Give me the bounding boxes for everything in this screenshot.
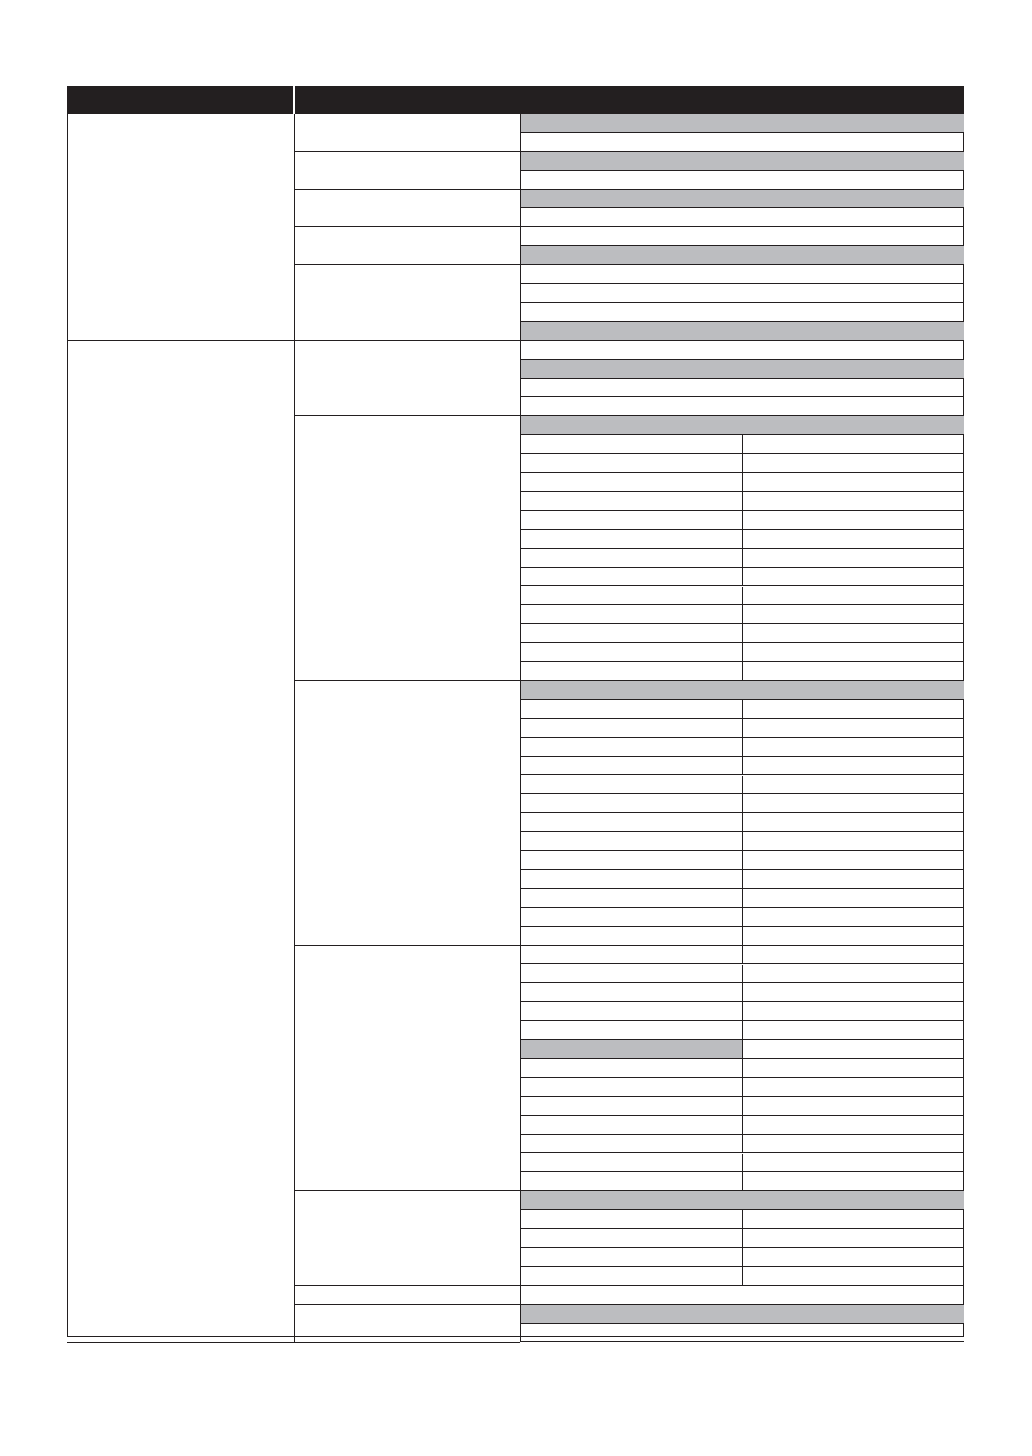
table-cell	[520, 965, 742, 984]
table-row	[520, 1286, 964, 1305]
table-cell	[743, 870, 964, 889]
table-cell	[520, 605, 742, 624]
table-cell	[743, 1002, 964, 1021]
column-divider	[742, 1267, 743, 1286]
table-cell	[743, 700, 964, 719]
column-divider	[742, 700, 743, 719]
table-row	[520, 398, 964, 417]
column-divider	[742, 1248, 743, 1267]
table-cell	[520, 624, 742, 643]
column-divider	[742, 889, 743, 908]
table-cell	[743, 435, 964, 454]
table-cell	[743, 889, 964, 908]
table-cell	[520, 870, 742, 889]
column-divider	[742, 1040, 743, 1059]
table-row	[520, 416, 964, 435]
group-label	[295, 681, 520, 946]
group-divider	[294, 1342, 520, 1343]
table-cell	[743, 1078, 964, 1097]
table-cell	[743, 1248, 964, 1267]
column-divider	[742, 757, 743, 776]
group-label	[295, 1191, 520, 1286]
table-cell	[520, 511, 742, 530]
column-divider	[742, 1135, 743, 1154]
table-cell	[520, 738, 742, 757]
table-cell	[743, 1040, 964, 1059]
table-row	[520, 303, 964, 322]
table-row	[520, 171, 964, 190]
table-cell	[520, 1154, 742, 1173]
table-cell	[520, 719, 742, 738]
column-divider	[742, 1172, 743, 1191]
table-cell	[743, 587, 964, 606]
table-row	[520, 152, 964, 171]
table-cell	[520, 587, 742, 606]
table-cell	[743, 568, 964, 587]
column-divider	[520, 227, 521, 265]
column-divider	[742, 435, 743, 454]
table-cell	[743, 908, 964, 927]
column-divider	[742, 1097, 743, 1116]
table-cell	[520, 1210, 742, 1229]
group-label	[295, 1286, 520, 1305]
table-cell	[743, 1135, 964, 1154]
column-divider	[520, 152, 521, 190]
table-cell	[520, 927, 742, 946]
section-label	[68, 341, 294, 1343]
table-cell	[520, 530, 742, 549]
table-row	[520, 341, 964, 360]
table-cell	[743, 454, 964, 473]
table-row	[520, 379, 964, 398]
table-cell	[520, 1002, 742, 1021]
table-cell	[520, 662, 742, 681]
table-cell	[743, 946, 964, 965]
group-label	[295, 416, 520, 681]
table-cell	[743, 738, 964, 757]
column-divider	[742, 549, 743, 568]
column-divider	[742, 1021, 743, 1040]
table-cell	[520, 1021, 742, 1040]
table-row	[520, 284, 964, 303]
group-label	[295, 341, 520, 417]
group-label	[295, 946, 520, 1192]
column-divider	[742, 624, 743, 643]
table-cell	[520, 549, 742, 568]
column-divider	[742, 454, 743, 473]
column-divider	[742, 473, 743, 492]
table-cell	[743, 776, 964, 795]
column-divider	[742, 832, 743, 851]
column-divider	[520, 946, 521, 1192]
column-divider	[742, 1059, 743, 1078]
group-label	[295, 190, 520, 228]
group-label	[295, 152, 520, 190]
table-cell	[520, 1059, 742, 1078]
table-cell	[743, 605, 964, 624]
column-divider	[742, 794, 743, 813]
table-cell	[743, 662, 964, 681]
table-cell	[520, 1097, 742, 1116]
table-cell	[743, 1172, 964, 1191]
column-divider	[742, 492, 743, 511]
table-cell	[743, 983, 964, 1002]
column-divider	[520, 1191, 521, 1286]
column-divider	[742, 530, 743, 549]
table-row	[520, 227, 964, 246]
table-cell	[743, 624, 964, 643]
table-row	[520, 246, 964, 265]
table-cell	[743, 1154, 964, 1173]
column-divider	[742, 776, 743, 795]
group-label	[295, 227, 520, 265]
table-cell	[743, 1116, 964, 1135]
table-cell	[520, 454, 742, 473]
column-divider	[742, 1116, 743, 1135]
column-divider	[742, 1078, 743, 1097]
table-cell	[743, 492, 964, 511]
table-cell	[520, 851, 742, 870]
table-row	[520, 360, 964, 379]
column-divider	[742, 908, 743, 927]
column-divider	[520, 341, 521, 417]
column-divider	[520, 190, 521, 228]
column-divider	[520, 265, 521, 341]
column-divider	[742, 983, 743, 1002]
column-divider	[742, 946, 743, 965]
table-cell	[743, 719, 964, 738]
table-cell	[520, 643, 742, 662]
section-label	[68, 114, 294, 341]
table-cell	[743, 549, 964, 568]
table-cell	[520, 1172, 742, 1191]
table-cell	[520, 1135, 742, 1154]
table-row	[520, 209, 964, 228]
table-row	[520, 322, 964, 341]
table-cell	[520, 492, 742, 511]
column-divider	[742, 568, 743, 587]
column-divider	[520, 114, 521, 152]
table-cell	[743, 927, 964, 946]
column-divider	[742, 851, 743, 870]
table-cell	[520, 832, 742, 851]
column-divider	[742, 1154, 743, 1173]
column-divider	[742, 605, 743, 624]
table-cell	[743, 757, 964, 776]
table-cell	[743, 473, 964, 492]
column-divider	[294, 114, 295, 341]
table-cell	[743, 832, 964, 851]
column-divider	[520, 1305, 521, 1343]
table-cell	[520, 1229, 742, 1248]
table-cell	[520, 889, 742, 908]
column-divider	[742, 738, 743, 757]
table-cell	[520, 1078, 742, 1097]
column-divider	[742, 1229, 743, 1248]
column-divider	[742, 511, 743, 530]
column-divider	[520, 681, 521, 946]
table-row	[520, 190, 964, 209]
group-label	[295, 265, 520, 341]
table-cell	[520, 776, 742, 795]
table-cell	[743, 1267, 964, 1286]
table-cell	[743, 1021, 964, 1040]
table-row	[520, 1324, 964, 1343]
table-row	[520, 133, 964, 152]
column-divider	[742, 813, 743, 832]
section-divider	[67, 1342, 294, 1343]
table-row	[520, 265, 964, 284]
table-cell	[743, 851, 964, 870]
column-divider	[520, 416, 521, 681]
table-cell	[520, 946, 742, 965]
column-divider	[742, 1002, 743, 1021]
table-cell	[743, 794, 964, 813]
table-cell	[520, 757, 742, 776]
table-cell	[743, 1059, 964, 1078]
column-divider	[742, 587, 743, 606]
column-divider	[742, 643, 743, 662]
table-cell	[520, 700, 742, 719]
table-cell	[743, 1229, 964, 1248]
table-cell	[743, 1210, 964, 1229]
table-cell	[520, 813, 742, 832]
column-divider	[742, 1210, 743, 1229]
column-divider	[742, 662, 743, 681]
group-label	[295, 114, 520, 152]
table-cell	[520, 1248, 742, 1267]
table-cell	[743, 511, 964, 530]
column-divider	[742, 719, 743, 738]
table-row	[520, 114, 964, 133]
table-cell	[520, 908, 742, 927]
group-label	[295, 1305, 520, 1343]
column-divider	[742, 927, 743, 946]
table-row	[520, 1191, 964, 1210]
table-row	[520, 681, 964, 700]
table-cell	[520, 568, 742, 587]
table-cell	[743, 813, 964, 832]
table-cell	[520, 983, 742, 1002]
column-divider	[742, 965, 743, 984]
table-cell	[520, 1116, 742, 1135]
column-divider	[520, 1286, 521, 1305]
table-cell	[743, 965, 964, 984]
table-cell	[743, 643, 964, 662]
table-cell	[520, 1267, 742, 1286]
table-cell	[743, 1097, 964, 1116]
table-cell	[520, 473, 742, 492]
column-divider	[742, 870, 743, 889]
column-divider	[294, 341, 295, 1343]
table-row	[520, 1305, 964, 1324]
table-cell	[520, 435, 742, 454]
table-cell	[743, 530, 964, 549]
table-cell	[520, 1040, 742, 1059]
table-cell	[520, 794, 742, 813]
